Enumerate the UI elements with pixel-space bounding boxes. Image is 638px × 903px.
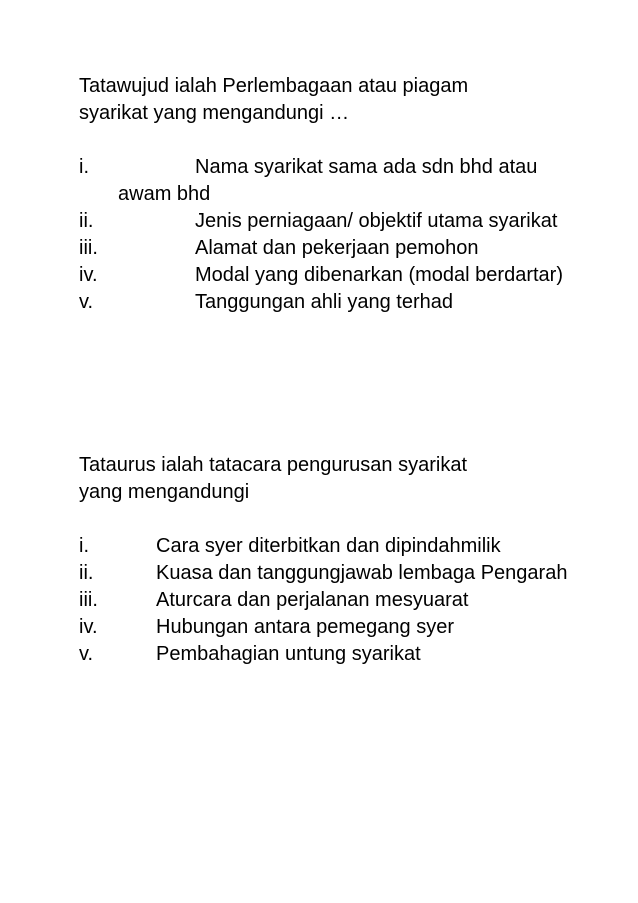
list-item-text: Kuasa dan tanggungjawab lembaga Pengarah [156, 562, 568, 584]
list-item [79, 587, 579, 614]
section1-intro [79, 73, 579, 127]
list-item-text: Jenis perniagaan/ objektif utama syarikat [195, 210, 558, 232]
section2-list [79, 533, 579, 668]
list-item [79, 533, 579, 560]
list-item-text: Tanggungan ahli yang terhad [195, 291, 453, 313]
list-item-text: Modal yang dibenarkan (modal berdartar) [195, 264, 563, 286]
list-item [79, 289, 579, 316]
section2-intro-line2: yang mengandungi [79, 481, 250, 503]
list-item-text: Hubungan antara pemegang syer [156, 616, 454, 638]
list-item-number: i. [79, 535, 89, 557]
list-item [79, 235, 579, 262]
list-item-text: Cara syer diterbitkan dan dipindahmilik [156, 535, 501, 557]
section2-intro-line1: Tataurus ialah tatacara pengurusan syarikat [79, 454, 468, 476]
list-item-number: v. [79, 291, 94, 313]
list-item-text: Alamat dan pekerjaan pemohon [195, 237, 479, 259]
list-item [79, 614, 579, 641]
list-item-number: v. [79, 643, 94, 665]
list-item [79, 208, 579, 235]
list-item-text: Pembahagian untung syarikat [156, 643, 421, 665]
list-item-number: iii. [79, 589, 98, 611]
list-item-number: iii. [79, 237, 98, 259]
list-item [79, 154, 579, 208]
list-item-number: ii. [79, 210, 94, 232]
list-item [79, 560, 579, 587]
list-item-text: Nama syarikat sama ada sdn bhd atau awam bhd [118, 156, 538, 205]
section2-intro [79, 452, 579, 506]
list-item-number: iv. [79, 616, 98, 638]
section1-intro-line2: syarikat yang mengandungi … [79, 102, 350, 124]
list-item-number: i. [79, 156, 89, 178]
section1-list [79, 154, 579, 316]
list-item-number: iv. [79, 264, 98, 286]
section1-intro-line1: Tatawujud ialah Perlembagaan atau piagam [79, 75, 469, 97]
list-item-text: Aturcara dan perjalanan mesyuarat [156, 589, 469, 611]
list-item [79, 262, 579, 289]
list-item-number: ii. [79, 562, 94, 584]
list-item [79, 641, 579, 668]
